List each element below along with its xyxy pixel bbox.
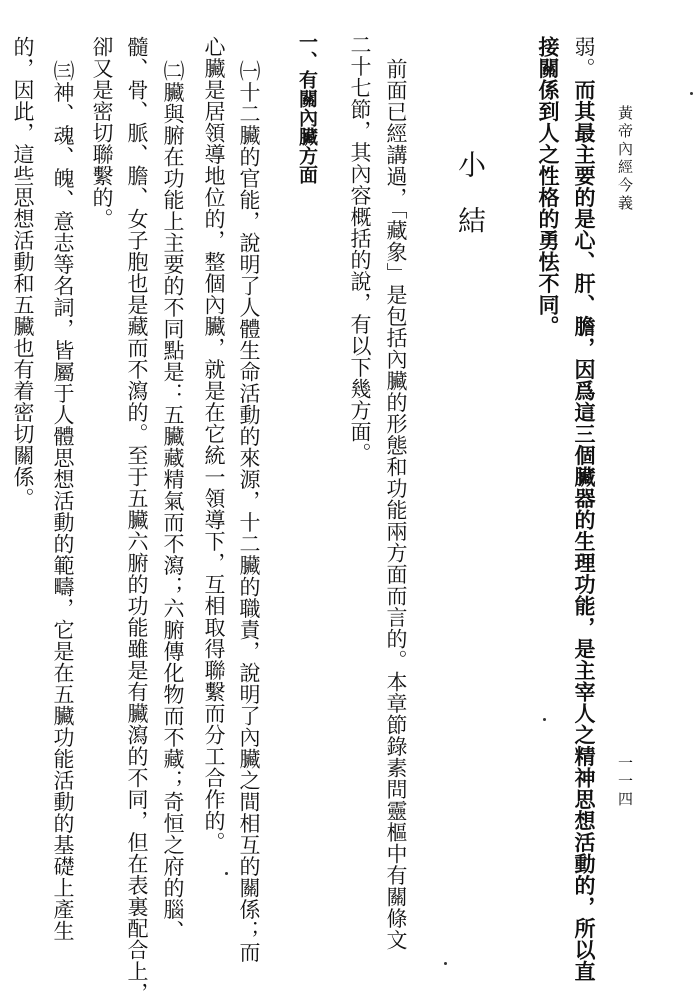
text-column-5: ㈠十二臟的官能，說明了人體生命活動的來源，十二臟的職責，說明了內臟之間相互的關係；而 bbox=[237, 60, 261, 963]
section-title: 小 結 bbox=[454, 150, 487, 234]
scan-speck bbox=[444, 962, 447, 965]
subsection-heading: 一、有關內臟方面 bbox=[296, 32, 318, 184]
text-column-4: 二十七節，其內容概括的說，有以下幾方面。 bbox=[348, 34, 372, 464]
scan-speck bbox=[225, 872, 228, 875]
text-column-11: 的，因此，這些思想活動和五臟也有着密切關係。 bbox=[11, 36, 35, 509]
running-header-title: 黃帝內經今義 bbox=[616, 105, 634, 213]
page-number: 一一四 bbox=[616, 755, 634, 809]
text-column-10: ㈢神、魂、魄、意志等名詞，皆屬于人體思想活動的範疇，它是在五臟功能活動的基礎上產生 bbox=[51, 60, 75, 942]
text-column-2: 接關係到人之性格的勇怯不同。 bbox=[536, 36, 561, 337]
text-column-6: 心臟是居領導地位的，整個內臟，就是在它統一領導下，互相取得聯繫而分工合作的。 bbox=[202, 36, 226, 853]
text-column-3: 前面已經講過，「藏象」是包括內臟的形態和功能兩方面而言的。本章節錄素問靈樞中有關條文 bbox=[384, 58, 408, 951]
text-column-1 bbox=[573, 36, 595, 982]
text-column-7: ㈡臟與腑在功能上主要的不同點是：五臟藏精氣而不瀉；六腑傳化物而不藏；奇恒之府的腦、 bbox=[161, 60, 185, 942]
text-column-9: 卻又是密切聯繫的。 bbox=[90, 36, 114, 230]
scan-speck bbox=[543, 718, 546, 721]
text-column-1-bold: 而其最主要的是心、肝、膽，因爲這三個臟器的生理功能，是主宰人之精神思想活動的，所以直 bbox=[572, 79, 597, 982]
text-column-8: 髓、骨、脈、膽、女子胞也是藏而不瀉的。至于五臟六腑的功能雖是有臟瀉的不同，但在表裏配合上， bbox=[125, 36, 149, 1004]
scan-speck bbox=[690, 92, 693, 95]
text-column-1-start: 弱。 bbox=[572, 36, 596, 79]
